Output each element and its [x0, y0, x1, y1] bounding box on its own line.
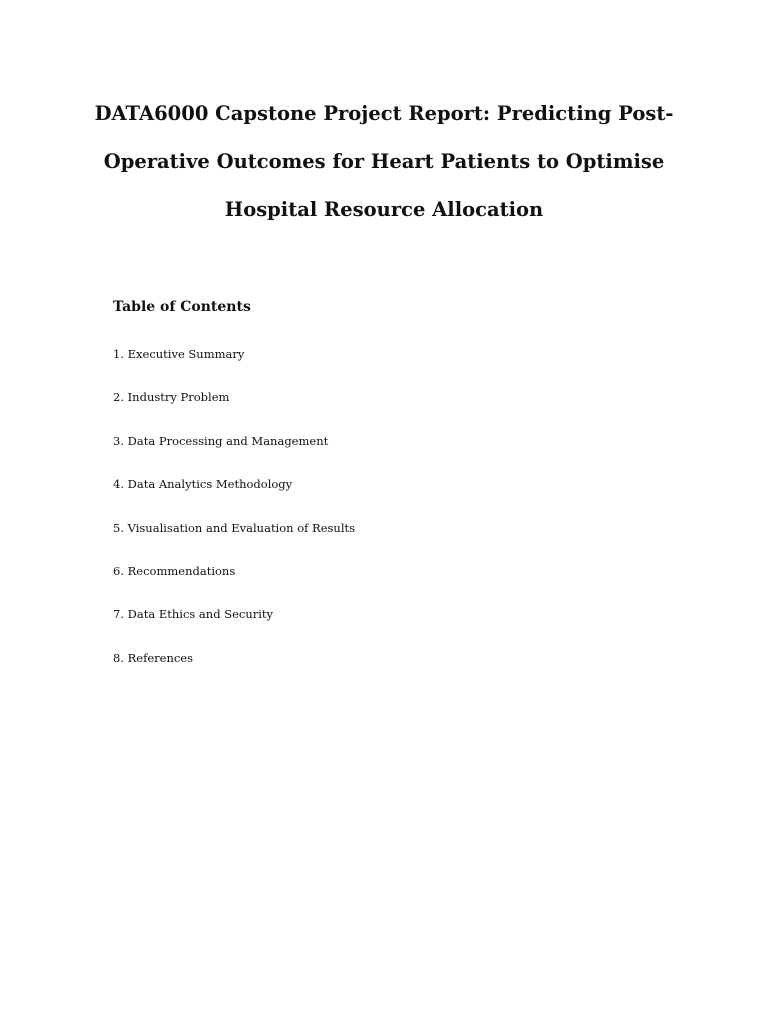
title-line-1: DATA6000 Capstone Project Report: Predicting Post- — [94, 102, 674, 125]
toc-item-ethics-security: 7. Data Ethics and Security — [113, 607, 274, 622]
toc-item-data-processing: 3. Data Processing and Management — [113, 433, 329, 448]
title-line-3: Hospital Resource Allocation — [224, 198, 544, 221]
toc-item-industry-problem: 2. Industry Problem — [113, 390, 230, 405]
toc-list — [113, 346, 355, 693]
toc-item-recommendations: 6. Recommendations — [113, 563, 236, 578]
report-title — [0, 90, 768, 234]
title-line-2: Operative Outcomes for Heart Patients to Optimise — [103, 150, 665, 173]
toc-item-executive-summary: 1. Executive Summary — [113, 347, 245, 361]
toc-item-visualisation: 5. Visualisation and Evaluation of Results — [113, 520, 356, 535]
toc-heading: Table of Contents — [113, 299, 251, 315]
toc-item-references: 8. References — [113, 650, 194, 665]
toc-item-analytics-methodology: 4. Data Analytics Methodology — [113, 477, 293, 492]
